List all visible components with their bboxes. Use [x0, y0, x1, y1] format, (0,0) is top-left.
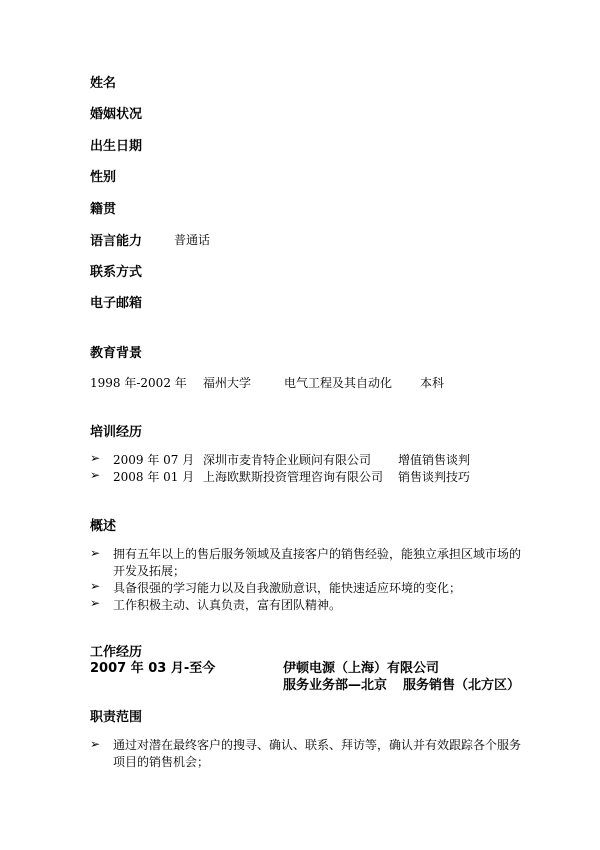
bullet-icon: ➢ [90, 579, 101, 593]
bullet-icon: ➢ [90, 468, 101, 482]
education-heading: 教育背景 [90, 346, 143, 361]
duties-item: 通过对潜在最终客户的搜寻、确认、联系、拜访等，确认并有效跟踪各个服务项目的销售机会； [113, 738, 522, 769]
summary-heading: 概述 [90, 519, 117, 534]
work-heading: 工作经历 [90, 645, 143, 660]
language-label: 语言能力 [90, 234, 143, 249]
education-period: 1998 年-2002 年 [90, 376, 187, 390]
birth-date-label: 出生日期 [90, 139, 143, 154]
training-heading: 培训经历 [90, 425, 143, 440]
training-course: 增值销售谈判 [398, 453, 471, 467]
training-date: 2009 年 07 月 [113, 453, 195, 467]
work-department: 服务业务部—北京 [283, 678, 388, 693]
work-company: 伊顿电源（上海）有限公司 [283, 661, 440, 676]
summary-item: 拥有五年以上的售后服务领域及直接客户的销售经验，能独立承担区域市场的开发及拓展； [113, 547, 522, 578]
language-value: 普通话 [174, 233, 211, 247]
work-period: 2007 年 03 月-至今 [90, 661, 216, 676]
education-school: 福州大学 [203, 376, 252, 390]
work-position: 服务销售（北方区） [403, 678, 521, 693]
gender-label: 性别 [90, 170, 117, 185]
bullet-icon: ➢ [90, 451, 101, 465]
bullet-icon: ➢ [90, 596, 101, 610]
origin-label: 籍贯 [90, 202, 117, 217]
summary-item: 具备很强的学习能力以及自我激励意识，能快速适应环境的变化； [113, 581, 462, 595]
training-org: 上海欧默斯投资管理咨询有限公司 [203, 470, 384, 484]
duties-heading: 职责范围 [90, 710, 143, 725]
summary-item: 工作积极主动、认真负责，富有团队精神。 [113, 598, 342, 612]
training-date: 2008 年 01 月 [113, 470, 195, 484]
contact-label: 联系方式 [90, 265, 143, 280]
bullet-icon: ➢ [90, 546, 101, 560]
training-org: 深圳市麦肯特企业顾问有限公司 [203, 453, 372, 467]
marital-status-label: 婚姻状况 [90, 107, 143, 122]
training-course: 销售谈判技巧 [398, 470, 471, 484]
education-major: 电气工程及其自动化 [284, 376, 393, 390]
education-degree: 本科 [420, 376, 445, 390]
name-label: 姓名 [90, 76, 117, 91]
bullet-icon: ➢ [90, 737, 101, 751]
email-label: 电子邮箱 [90, 296, 143, 311]
